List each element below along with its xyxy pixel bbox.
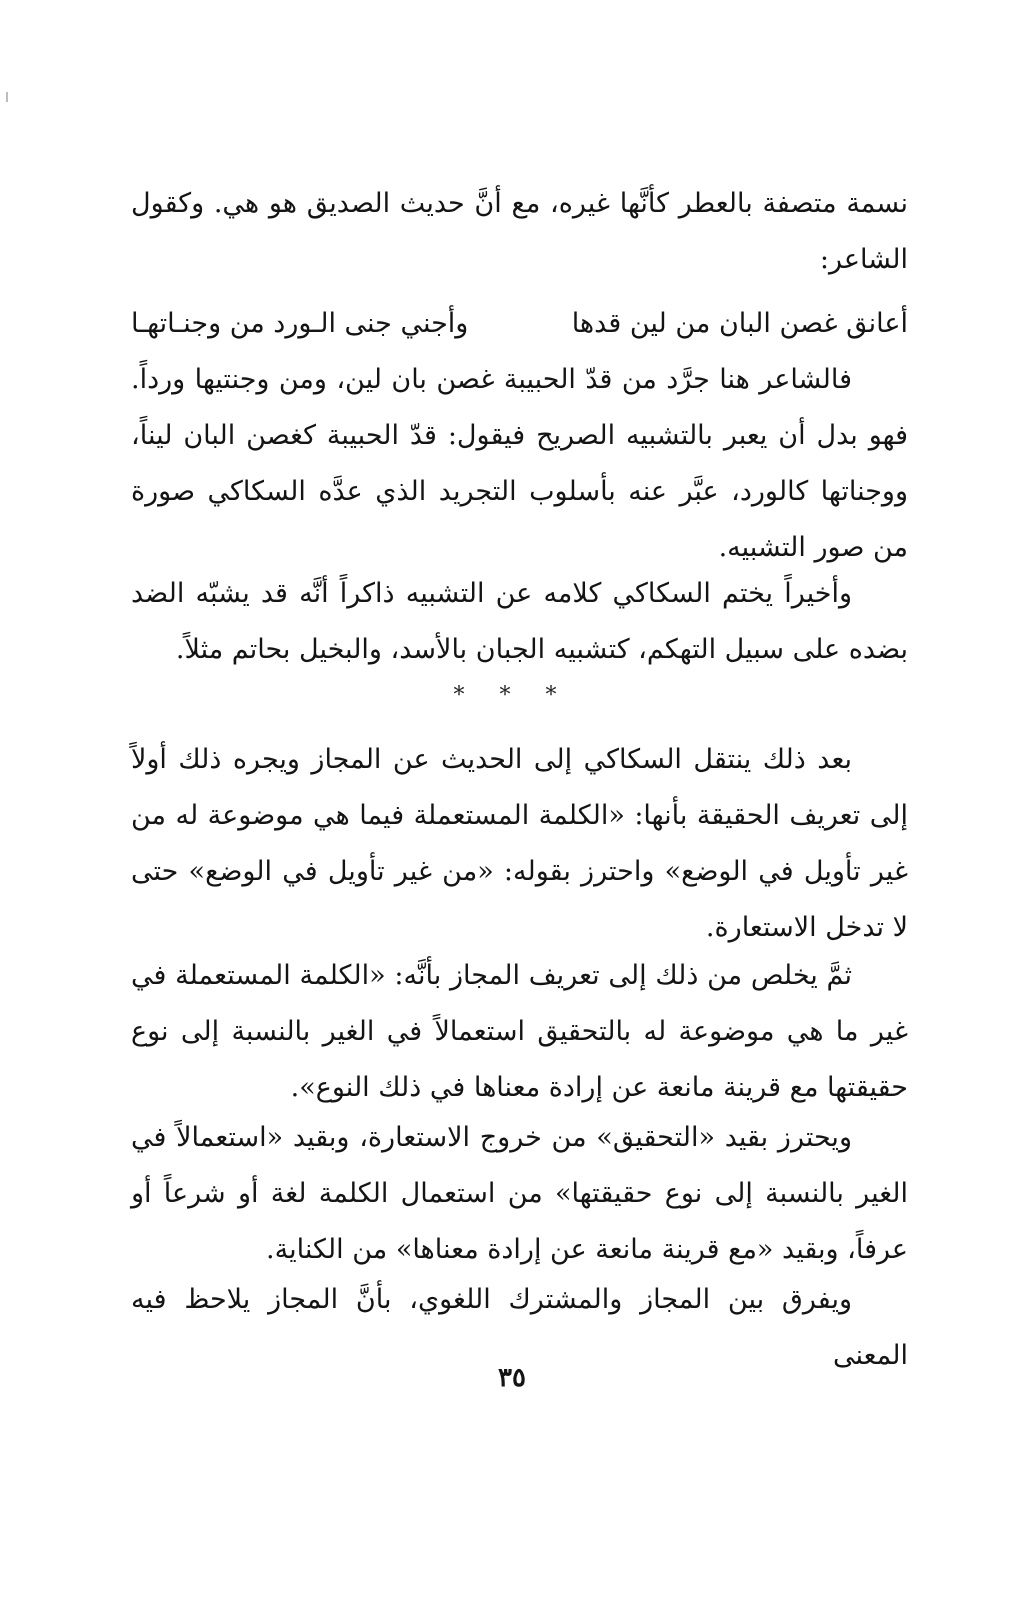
section-separator: * * * — [453, 683, 571, 708]
paragraph-5: ثمَّ يخلص من ذلك إلى تعريف المجاز بأنَّه: «الكلمة المستعملة في غير ما هي موضوعة له بالتحقيق استعمالاً في الغير بالنسبة إلى نوع حقيقتها مع قرينة مانعة عن إرادة معناها في ذلك النوع». — [131, 960, 908, 1103]
paragraph-1: نسمة متصفة بالعطر كأنَّها غيره، مع أنَّ حديث الصديق هو هي. وكقول الشاعر: — [131, 188, 908, 275]
poetry-verse — [131, 296, 908, 352]
paragraph-7: ويفرق بين المجاز والمشترك اللغوي، بأنَّ المجاز يلاحظ فيه المعنى — [131, 1284, 908, 1371]
verse-second-hemistich: وأجني جنى الـورد من وجنـاتهـا — [131, 308, 469, 339]
paragraph-4: بعد ذلك ينتقل السكاكي إلى الحديث عن المجاز ويجره ذلك أولاً إلى تعريف الحقيقة بأنها: «الكلمة المستعملة فيما هي موضوعة له من غير تأويل في الوضع» واحترز بقوله: «من غير تأويل في الوضع» حتى لا تدخل الاستعارة. — [131, 744, 908, 943]
paragraph-2: فالشاعر هنا جرَّد من قدّ الحبيبة غصن بان لين، ومن وجنتيها ورداً. فهو بدل أن يعبر بالتشبيه الصريح فيقول: قدّ الحبيبة كغصن البان ليناً، ووجناتها كالورد، عبَّر عنه بأسلوب التجريد الذي عدَّه السكاكي صورة من صور التشبيه. — [131, 364, 908, 563]
verse-first-hemistich: أعانق غصن البان من لين قدها — [571, 308, 908, 339]
page-number: ٣٥ — [498, 1363, 526, 1393]
scan-edge-mark — [6, 92, 8, 102]
paragraph-3: وأخيراً يختم السكاكي كلامه عن التشبيه ذاكراً أنَّه قد يشبّه الضد بضده على سبيل التهكم، كتشبيه الجبان بالأسد، والبخيل بحاتم مثلاً. — [131, 578, 908, 665]
paragraph-6: ويحترز بقيد «التحقيق» من خروج الاستعارة، وبقيد «استعمالاً في الغير بالنسبة إلى نوع حقيقتها» من استعمال الكلمة لغة أو شرعاً أو عرفاً، وبقيد «مع قرينة مانعة عن إرادة معناها» من الكناية. — [131, 1122, 908, 1265]
